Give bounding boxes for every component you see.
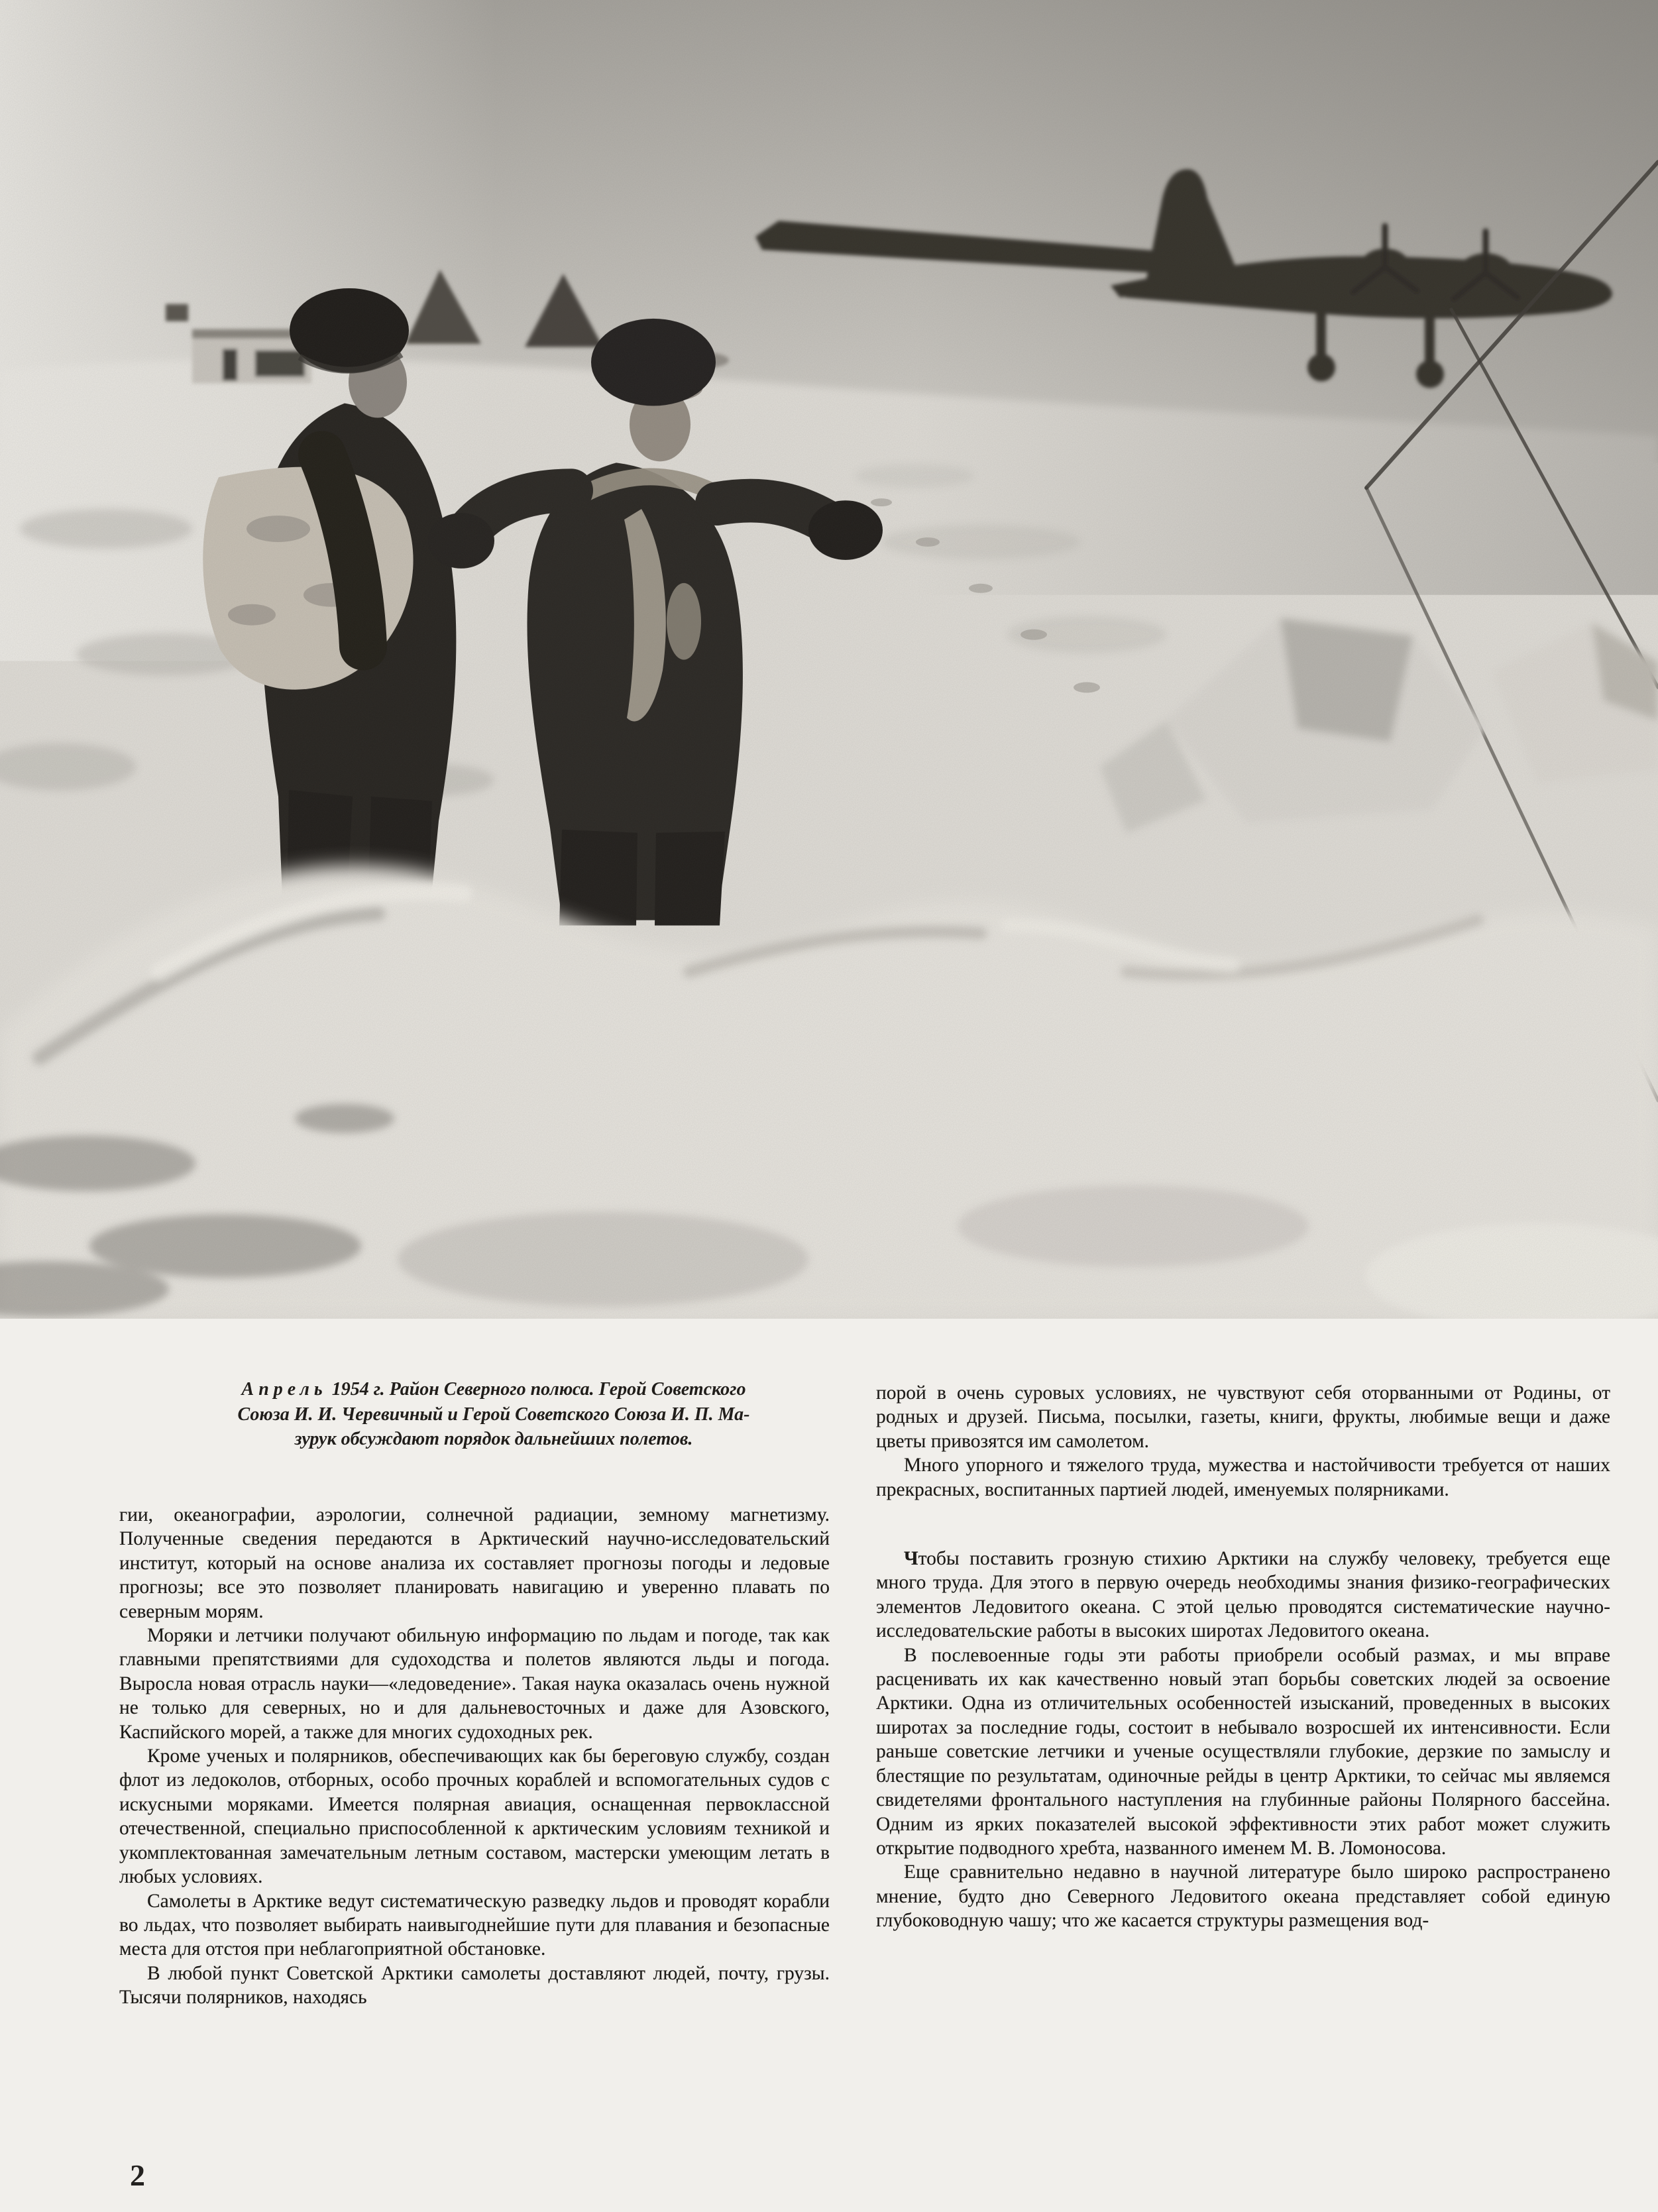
text-column-left — [119, 1503, 830, 2010]
caption-line-2: Союза И. И. Черевичный и Герой Советского Союза И. П. Ма- — [237, 1404, 750, 1425]
paragraph: В послевоенные годы эти работы приобрели особый размах, и мы вправе расценивать их как качественно новый этап борьбы советских людей за освоение Арктики. Одна из отличительных особенностей изысканий, проведенных в высоких широтах за последние годы, состоит в небывало возросшей их интенсивности. Если раньше советские летчики и ученые осуществляли глубокие, дерзкие по замыслу и блестящие по результатам, одиночные рейды в центр Арктики, то сейчас мы являемся свидетелями фронтального наступления на глубинные районы Полярного бассейна. Одним из ярких показателей высокой эффективности этих работ может служить открытие подводного хребта, названного именем М. В. Ломоносова. — [876, 1644, 1610, 1859]
page-number: 2 — [130, 2158, 145, 2192]
caption-line-3: зурук обсуждают порядок дальнейших полетов. — [294, 1429, 693, 1449]
photo-caption — [144, 1377, 843, 1452]
lead-initial: Ч — [904, 1548, 918, 1570]
paragraph: гии, океанографии, аэрологии, солнечной радиации, земному магнетизму. Полученные сведения передаются в Арктический научно-исследовательский институт, который на основе анализа их составляет прогнозы погоды и ледовые прогнозы; все это позволяет планировать навигацию и уверенно плавать по северным морям. — [119, 1504, 830, 1622]
paragraph: порой в очень суровых условиях, не чувствуют себя оторванными от Родины, от родных и друзей. Письма, посылки, газеты, книги, фрукты, любимые вещи и даже цветы привозятся им самолетом. — [876, 1382, 1610, 1452]
paragraph: Кроме ученых и полярников, обеспечивающих как бы береговую службу, создан флот из ледоколов, отборных, особо прочных кораблей и вспомогательных судов с искусными моряками. Имеется полярная авиация, оснащенная первоклассной отечественной, специально приспособленной к арктическим условиям техникой и укомплектованная замечательным летным составом, мастерски умеющим летать в любых условиях. — [119, 1745, 830, 1888]
paragraph: Много упорного и тяжелого труда, мужества и настойчивости требуется от наших прекрасных, воспитанных партией людей, именуемых полярниками. — [876, 1455, 1610, 1500]
caption-line-1: Апрель 1954 г. Район Северного полюса. Герой Советского — [241, 1379, 746, 1400]
paragraph: Самолеты в Арктике ведут систематическую разведку льдов и проводят корабли во льдах, что позволяет выбирать наивыгоднейшие пути для плавания и безопасные места для отстоя при неблагоприятной обстановке. — [119, 1890, 830, 1960]
text-column-right — [876, 1381, 1610, 1933]
paragraph: Еще сравнительно недавно в научной литературе было широко распространено мнение, будто дно Северного Ледовитого океана представляет собой единую глубоководную чашу; что же касается структуры размещения вод- — [876, 1861, 1610, 1932]
paragraph: Моряки и летчики получают обильную информацию по льдам и погоде, так как главными препятствиями для судоходства и полетов являются льды и погода. Выросла новая отрасль науки—«ледоведение». Такая наука оказалась очень нужной не только для северных, но и для дальневосточных и даже для Азовского, Каспийского морей, а также для многих судоходных рек. — [119, 1625, 830, 1743]
paragraph: В любой пункт Советской Арктики самолеты доставляют людей, почту, грузы. Тысячи полярников, находясь — [119, 1962, 830, 2009]
caption-lead-word: Апрель — [241, 1379, 327, 1400]
paragraph-section-start: Чтобы поставить грозную стихию Арктики на службу человеку, требуется еще много труда. Для этого в первую очередь необходимы знания физико-географических элементов Ледовитого океана. С этой целью проводятся систематические научно-исследовательские работы в высоких широтах Ледовитого океана. — [876, 1548, 1610, 1642]
